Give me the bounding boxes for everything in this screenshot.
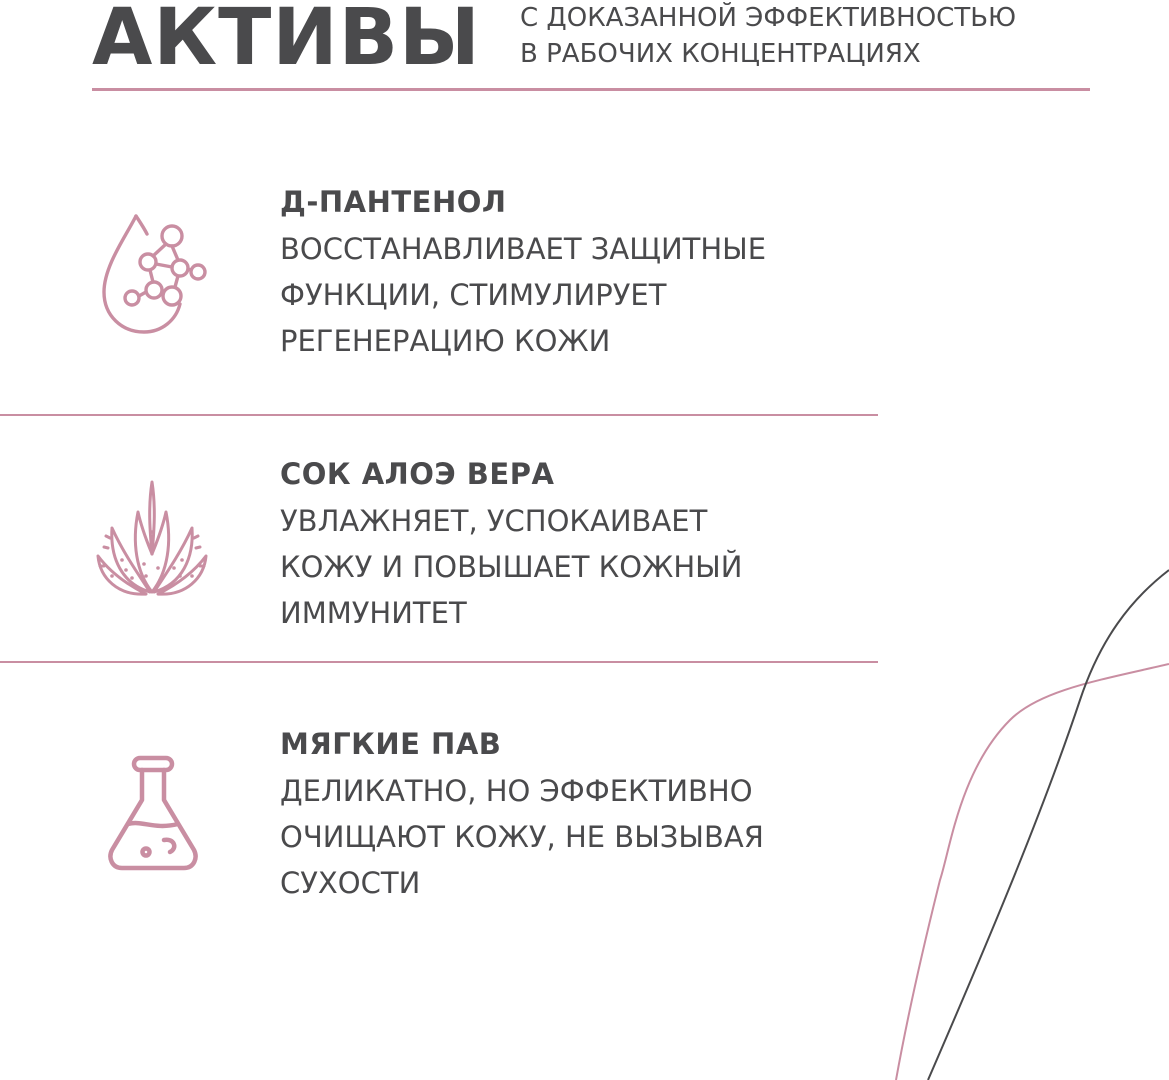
decorative-curve-gray — [928, 570, 1169, 1080]
drop-molecule-icon — [92, 206, 212, 336]
active-item-text — [280, 724, 870, 906]
flask-icon — [92, 748, 212, 878]
description-line: ДЕЛИКАТНО, НО ЭФФЕКТИВНО — [280, 774, 753, 808]
item-divider — [0, 661, 878, 663]
active-name: Д-ПАНТЕНОЛ — [280, 185, 507, 219]
subtitle-line-1: С ДОКАЗАННОЙ ЭФФЕКТИВНОСТЬЮ — [520, 3, 1017, 33]
description-line: ФУНКЦИИ, СТИМУЛИРУЕТ — [280, 278, 667, 312]
item-divider — [0, 414, 878, 416]
description-line: РЕГЕНЕРАЦИЮ КОЖИ — [280, 324, 611, 358]
description-line: ОЧИЩАЮТ КОЖУ, НЕ ВЫЗЫВАЯ — [280, 820, 764, 854]
active-description — [280, 226, 870, 364]
active-name: МЯГКИЕ ПАВ — [280, 727, 502, 761]
description-line: ВОССТАНАВЛИВАЕТ ЗАЩИТНЫЕ — [280, 232, 767, 266]
description-line: КОЖУ И ПОВЫШАЕТ КОЖНЫЙ — [280, 550, 743, 584]
subtitle-line-2: В РАБОЧИХ КОНЦЕНТРАЦИЯХ — [520, 39, 921, 69]
decorative-curve-pink — [896, 664, 1169, 1080]
active-description — [280, 498, 870, 636]
header — [92, 0, 1090, 92]
page-title: АКТИВЫ — [92, 0, 481, 83]
description-line: СУХОСТИ — [280, 866, 421, 900]
active-description — [280, 768, 870, 906]
active-item-text — [280, 454, 870, 636]
aloe-icon — [92, 472, 212, 602]
description-line: УВЛАЖНЯЕТ, УСПОКАИВАЕТ — [280, 504, 708, 538]
header-divider — [92, 88, 1090, 91]
description-line: ИММУНИТЕТ — [280, 596, 467, 630]
active-item-text — [280, 182, 870, 364]
active-name: СОК АЛОЭ ВЕРА — [280, 457, 555, 491]
page-subtitle — [520, 0, 1016, 72]
